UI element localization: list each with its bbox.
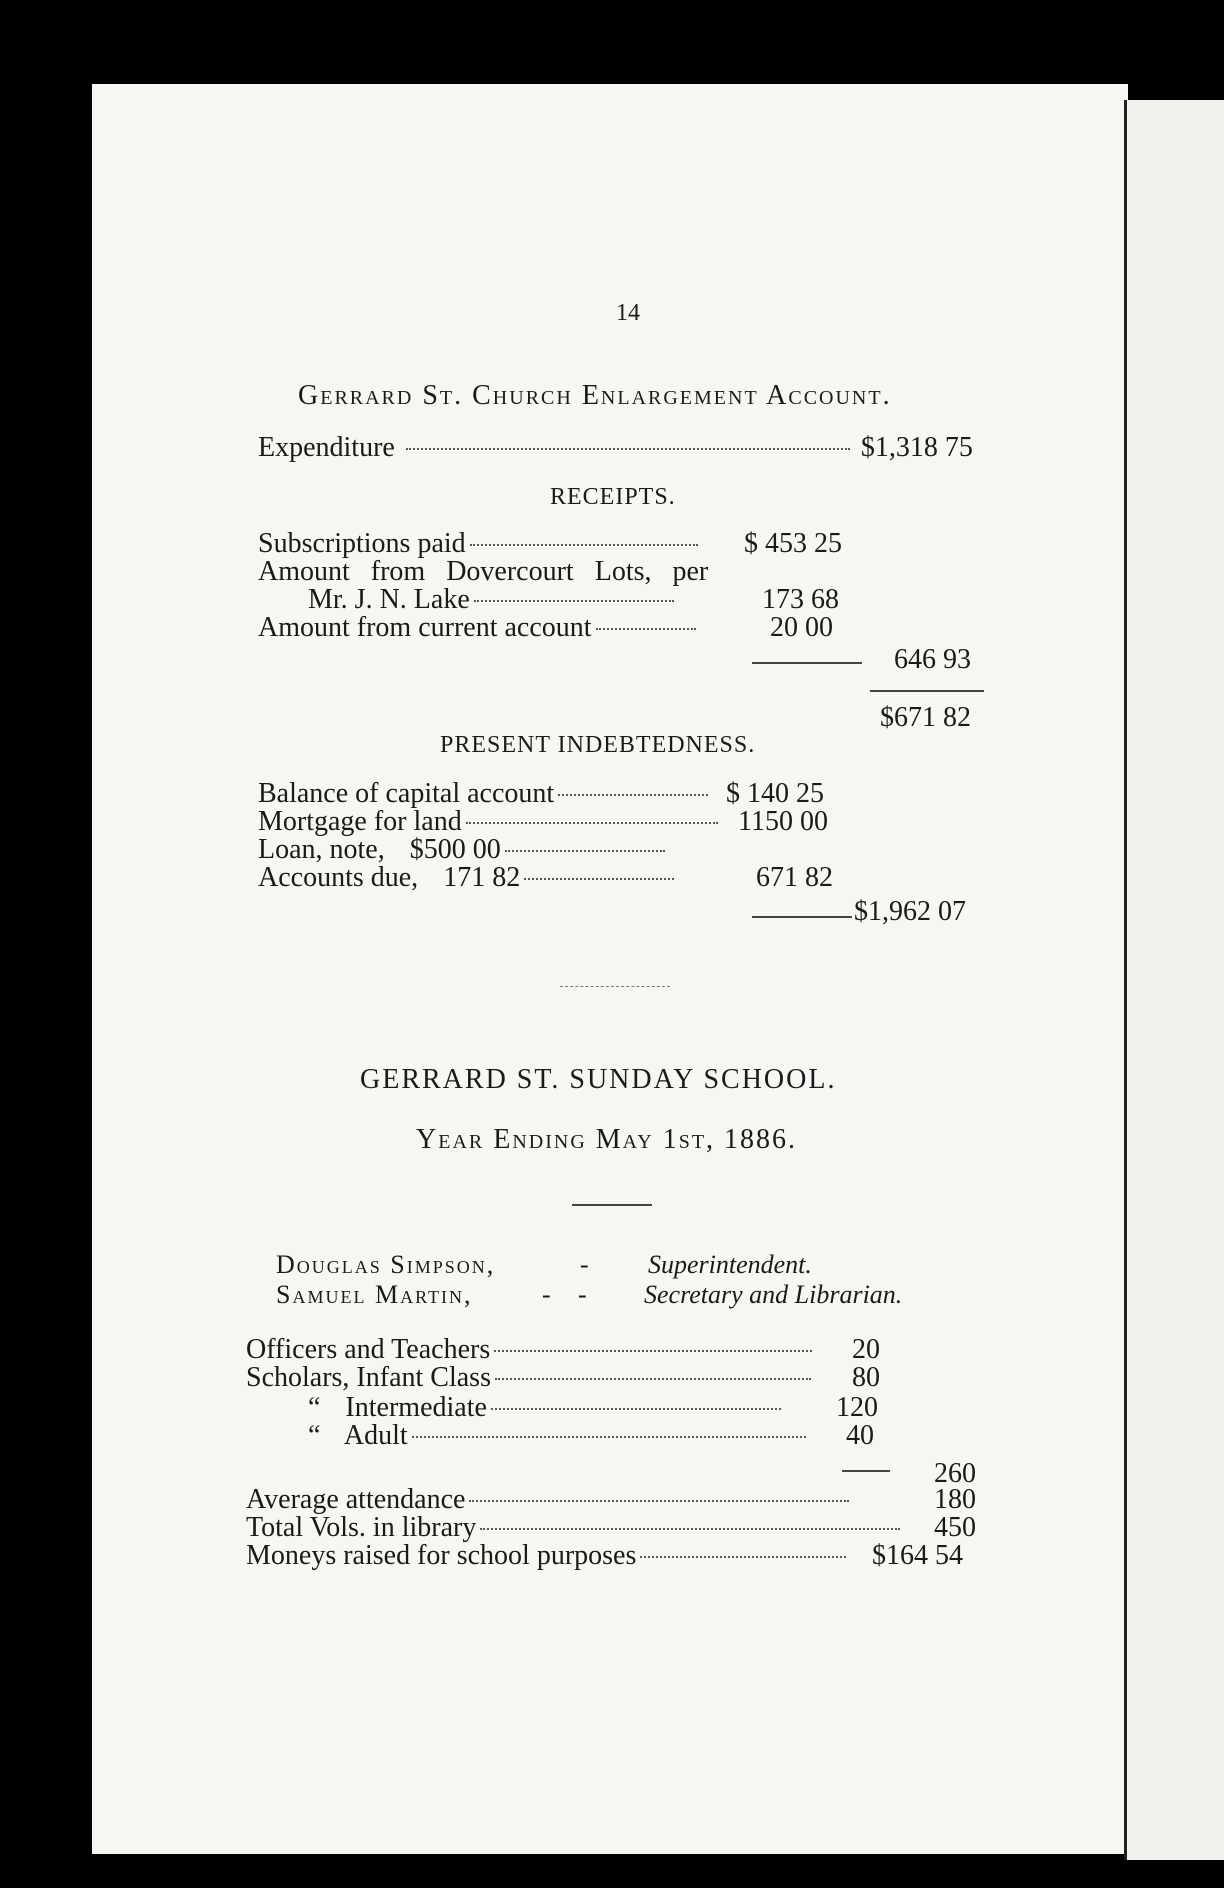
summary-label: Moneys raised for school purposes [246, 1540, 637, 1571]
receipt-amount: 173 68 [762, 584, 839, 615]
summary-label: Total Vols. in library [246, 1512, 477, 1543]
scholars-total: 260 [934, 1458, 976, 1489]
stat-label: “ Intermediate [308, 1392, 487, 1423]
officer-role [644, 1280, 902, 1310]
stat-row [246, 1362, 815, 1394]
school-title: GERRARD ST. SUNDAY SCHOOL. [360, 1064, 837, 1095]
officer-name: Samuel Martin, [276, 1280, 473, 1309]
stat-label: Officers and Teachers [246, 1334, 491, 1365]
expenditure-row [258, 432, 988, 464]
school-subtitle: Year Ending May 1st, 1886. [416, 1124, 798, 1155]
summary-row [246, 1540, 850, 1572]
subtotal-rule [752, 916, 852, 918]
summary-value: 450 [934, 1512, 976, 1543]
stat-value: 80 [852, 1362, 880, 1393]
indebtedness-total: $1,962 07 [854, 896, 966, 927]
page [92, 84, 1128, 1854]
debt-amount: 1150 00 [738, 806, 828, 837]
expenditure-amount: $1,318 75 [860, 432, 973, 463]
debt-label: Loan, note, [258, 834, 385, 865]
officer-dash: - [542, 1280, 551, 1309]
officer-dash: - [580, 1250, 589, 1279]
stat-label: Scholars, Infant Class [246, 1362, 491, 1393]
summary-value: 180 [934, 1484, 976, 1515]
debt-sub-amount: $500 00 [409, 834, 501, 865]
title-rule [572, 1204, 652, 1206]
debt-amount: 671 82 [756, 862, 833, 893]
stat-value: 20 [852, 1334, 880, 1365]
officer-role-text: Superintendent. [648, 1250, 812, 1279]
receipt-label: Amount from Dovercourt Lots, per [258, 556, 709, 587]
receipt-label: Mr. J. N. Lake [308, 584, 470, 615]
receipt-label: Subscriptions paid [258, 528, 466, 559]
expenditure-label: Expenditure [258, 432, 395, 463]
debt-sub-amount: 171 82 [443, 862, 521, 893]
page-number: 14 [616, 300, 640, 326]
officer-role [648, 1250, 812, 1280]
receipts-heading: RECEIPTS. [550, 484, 676, 510]
debt-row [258, 862, 678, 894]
total-rule [870, 690, 984, 692]
section-divider [560, 986, 670, 987]
stat-label: “ Adult [308, 1420, 408, 1451]
subtotal-rule [752, 662, 862, 664]
officer-name: Douglas Simpson, [276, 1250, 496, 1279]
debt-label: Balance of capital account [258, 778, 555, 809]
officer-role-text: Secretary and Librarian. [644, 1280, 903, 1309]
summary-label: Average attendance [246, 1484, 466, 1515]
receipt-amount: 20 00 [770, 612, 833, 643]
stat-value: 40 [846, 1420, 874, 1451]
debt-label: Accounts due, [258, 862, 419, 893]
subtotal-rule [842, 1470, 890, 1472]
debt-amount: $ 140 25 [726, 778, 824, 809]
summary-value: $164 54 [872, 1540, 963, 1571]
stat-row [308, 1420, 810, 1452]
receipt-label: Amount from current account [258, 612, 592, 643]
balance-amount: $671 82 [880, 702, 971, 733]
indebtedness-heading: PRESENT INDEBTEDNESS. [440, 732, 756, 758]
receipts-total: 646 93 [894, 644, 971, 675]
receipt-amount: $ 453 25 [744, 528, 842, 559]
account-title: Gerrard St. Church Enlargement Account. [298, 380, 892, 411]
debt-label: Mortgage for land [258, 806, 462, 837]
officer-dash: - [578, 1280, 587, 1309]
adjacent-page-edge [1124, 100, 1224, 1860]
receipt-row [258, 612, 700, 644]
stat-value: 120 [836, 1392, 878, 1423]
